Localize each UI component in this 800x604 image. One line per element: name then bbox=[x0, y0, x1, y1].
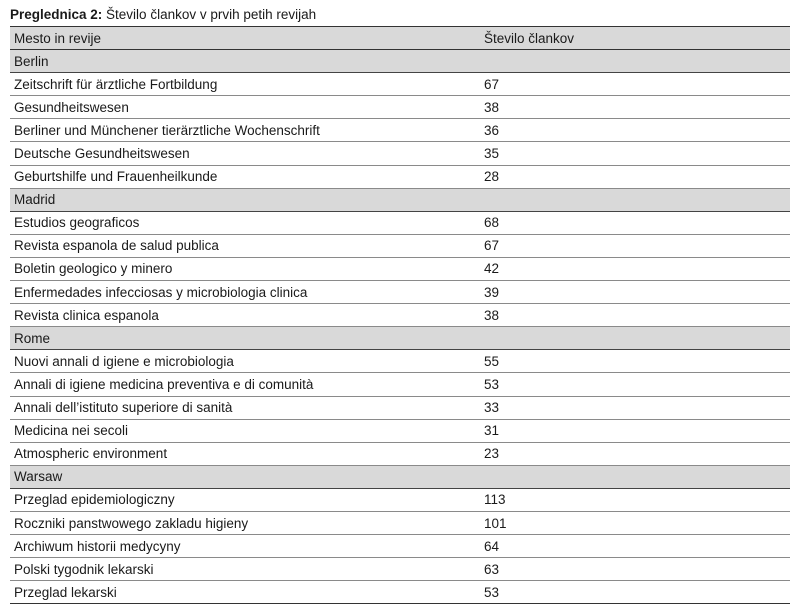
journal-name-cell: Archiwum historii medycyny bbox=[10, 535, 480, 558]
table-row bbox=[10, 257, 790, 280]
journal-name-cell: Estudios geograficos bbox=[10, 211, 480, 234]
group-row-rome bbox=[10, 327, 790, 350]
journal-name-cell: Berliner und Münchener tierärztliche Wochenschrift bbox=[10, 119, 480, 142]
journal-name-cell: Annali dell’istituto superiore di sanità bbox=[10, 396, 480, 419]
article-count-cell: 53 bbox=[480, 581, 790, 604]
header-article-count: Število člankov bbox=[480, 27, 790, 50]
table-row bbox=[10, 488, 790, 511]
group-city-label: Madrid bbox=[10, 188, 790, 211]
journal-name-cell: Revista clinica espanola bbox=[10, 304, 480, 327]
journals-table bbox=[10, 26, 790, 604]
group-city-label: Berlin bbox=[10, 50, 790, 73]
table-row bbox=[10, 281, 790, 304]
article-count-cell: 23 bbox=[480, 442, 790, 465]
article-count-cell: 33 bbox=[480, 396, 790, 419]
journal-name-cell: Nuovi annali d igiene e microbiologia bbox=[10, 350, 480, 373]
journal-name-cell: Revista espanola de salud publica bbox=[10, 234, 480, 257]
article-count-cell: 31 bbox=[480, 419, 790, 442]
table-body bbox=[10, 50, 790, 604]
journal-name-cell: Enfermedades infecciosas y microbiologia clinica bbox=[10, 281, 480, 304]
header-city-journal: Mesto in revije bbox=[10, 27, 480, 50]
journal-name-cell: Deutsche Gesundheitswesen bbox=[10, 142, 480, 165]
group-city-label: Rome bbox=[10, 327, 790, 350]
article-count-cell: 101 bbox=[480, 511, 790, 534]
journal-name-cell: Przeglad epidemiologiczny bbox=[10, 488, 480, 511]
table-row bbox=[10, 419, 790, 442]
table-row bbox=[10, 304, 790, 327]
caption-label: Preglednica 2: bbox=[10, 7, 103, 22]
table-row bbox=[10, 165, 790, 188]
table-header-row bbox=[10, 27, 790, 50]
table-caption bbox=[10, 6, 790, 26]
article-count-cell: 67 bbox=[480, 234, 790, 257]
table-row bbox=[10, 350, 790, 373]
journal-name-cell: Annali di igiene medicina preventiva e di comunità bbox=[10, 373, 480, 396]
table-container bbox=[10, 6, 790, 604]
journal-name-cell: Boletin geologico y minero bbox=[10, 257, 480, 280]
table-row bbox=[10, 558, 790, 581]
group-city-label: Warsaw bbox=[10, 465, 790, 488]
table-row bbox=[10, 373, 790, 396]
table-row bbox=[10, 581, 790, 604]
article-count-cell: 53 bbox=[480, 373, 790, 396]
table-row bbox=[10, 511, 790, 534]
table-row bbox=[10, 96, 790, 119]
article-count-cell: 68 bbox=[480, 211, 790, 234]
article-count-cell: 55 bbox=[480, 350, 790, 373]
article-count-cell: 38 bbox=[480, 304, 790, 327]
article-count-cell: 42 bbox=[480, 257, 790, 280]
table-row bbox=[10, 234, 790, 257]
table-row bbox=[10, 142, 790, 165]
journal-name-cell: Geburtshilfe und Frauenheilkunde bbox=[10, 165, 480, 188]
group-row-berlin bbox=[10, 50, 790, 73]
journal-name-cell: Gesundheitswesen bbox=[10, 96, 480, 119]
group-row-warsaw bbox=[10, 465, 790, 488]
article-count-cell: 113 bbox=[480, 488, 790, 511]
journal-name-cell: Medicina nei secoli bbox=[10, 419, 480, 442]
article-count-cell: 63 bbox=[480, 558, 790, 581]
table-row bbox=[10, 73, 790, 96]
article-count-cell: 38 bbox=[480, 96, 790, 119]
article-count-cell: 28 bbox=[480, 165, 790, 188]
table-row bbox=[10, 535, 790, 558]
table-row bbox=[10, 442, 790, 465]
journal-name-cell: Atmospheric environment bbox=[10, 442, 480, 465]
table-row bbox=[10, 119, 790, 142]
group-row-madrid bbox=[10, 188, 790, 211]
article-count-cell: 35 bbox=[480, 142, 790, 165]
table-row bbox=[10, 211, 790, 234]
article-count-cell: 39 bbox=[480, 281, 790, 304]
journal-name-cell: Przeglad lekarski bbox=[10, 581, 480, 604]
article-count-cell: 67 bbox=[480, 73, 790, 96]
article-count-cell: 36 bbox=[480, 119, 790, 142]
table-row bbox=[10, 396, 790, 419]
article-count-cell: 64 bbox=[480, 535, 790, 558]
caption-text: Število člankov v prvih petih revijah bbox=[102, 7, 317, 22]
journal-name-cell: Polski tygodnik lekarski bbox=[10, 558, 480, 581]
journal-name-cell: Zeitschrift für ärztliche Fortbildung bbox=[10, 73, 480, 96]
journal-name-cell: Roczniki panstwowego zakladu higieny bbox=[10, 511, 480, 534]
